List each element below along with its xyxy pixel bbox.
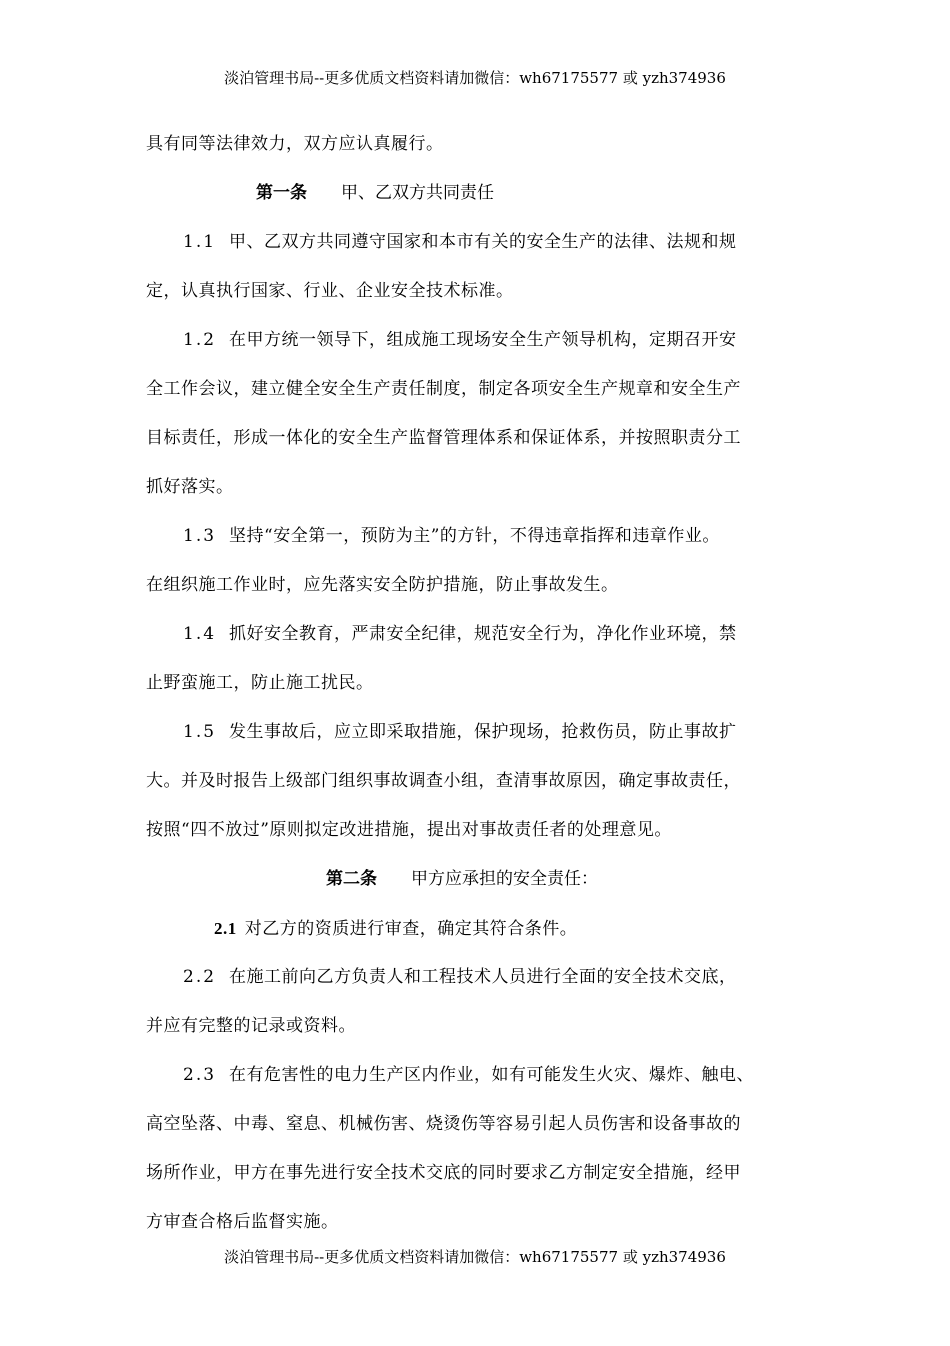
clause-1-4-line-2: 止野蛮施工，防止施工扰民。	[146, 673, 374, 693]
clause-number: 2.3	[183, 1065, 217, 1085]
clause-number: 1.2	[183, 330, 217, 350]
clause-text: 甲、乙双方共同遵守国家和本市有关的安全生产的法律、法规和规	[229, 232, 737, 252]
clause-2-2-line-1	[146, 953, 806, 1002]
clause-1-2-line-4: 抓好落实。	[146, 477, 234, 497]
clause-1-5-line-1	[146, 708, 806, 757]
intro-line: 具有同等法律效力，双方应认真履行。	[146, 134, 444, 154]
clause-text: 在甲方统一领导下，组成施工现场安全生产领导机构，定期召开安	[229, 330, 737, 350]
clause-number: 1.5	[183, 722, 217, 742]
clause-text: 发生事故后，应立即采取措施，保护现场，抢救伤员，防止事故扩	[229, 722, 737, 742]
article2-title: 甲方应承担的安全责任：	[411, 869, 598, 889]
clause-1-3-line-1	[146, 512, 806, 561]
clause-2-3-line-2: 高空坠落、中毒、窒息、机械伤害、烧烫伤等容易引起人员伤害和设备事故的	[146, 1114, 741, 1134]
clause-number: 1.3	[183, 526, 217, 546]
clause-text: 在施工前向乙方负责人和工程技术人员进行全面的安全技术交底，	[229, 967, 737, 987]
article1-label: 第一条	[256, 183, 307, 203]
clause-1-2-line-2: 全工作会议，建立健全安全生产责任制度，制定各项安全生产规章和安全生产	[146, 379, 741, 399]
document-body	[146, 120, 806, 1247]
clause-2-1-line-1	[146, 904, 806, 953]
article1-heading	[146, 169, 806, 218]
clause-1-3-line-2: 在组织施工作业时，应先落实安全防护措施，防止事故发生。	[146, 575, 619, 595]
page-footer: 淡泊管理书局--更多优质文档资料请加微信：wh67175577 或 yzh374936	[224, 1248, 726, 1266]
clause-2-2-line-2: 并应有完整的记录或资料。	[146, 1016, 356, 1036]
clause-2-3-line-1	[146, 1051, 806, 1100]
clause-1-2-line-3: 目标责任，形成一体化的安全生产监督管理体系和保证体系，并按照职责分工	[146, 428, 741, 448]
clause-text: 对乙方的资质进行审查，确定其符合条件。	[244, 919, 578, 939]
clause-2-3-line-4: 方审查合格后监督实施。	[146, 1212, 339, 1232]
clause-1-1-line-2: 定，认真执行国家、行业、企业安全技术标准。	[146, 281, 514, 301]
clause-text: 抓好安全教育，严肃安全纪律，规范安全行为，净化作业环境，禁	[229, 624, 737, 644]
clause-1-2-line-1	[146, 316, 806, 365]
clause-1-4-line-1	[146, 610, 806, 659]
clause-number: 1.1	[183, 232, 217, 252]
clause-1-1-line-1	[146, 218, 806, 267]
clause-text: 坚持“安全第一，预防为主”的方针，不得违章指挥和违章作业。	[229, 526, 720, 546]
clause-1-5-line-2: 大。并及时报告上级部门组织事故调查小组，查清事故原因，确定事故责任，	[146, 771, 741, 791]
clause-1-5-line-3: 按照“四不放过”原则拟定改进措施，提出对事故责任者的处理意见。	[146, 820, 672, 840]
clause-2-3-line-3: 场所作业，甲方在事先进行安全技术交底的同时要求乙方制定安全措施，经甲	[146, 1163, 741, 1183]
clause-text: 在有危害性的电力生产区内作业，如有可能发生火灾、爆炸、触电、	[229, 1065, 754, 1085]
clause-number: 1.4	[183, 624, 217, 644]
clause-number: 2.1	[214, 919, 237, 938]
article2-label: 第二条	[326, 869, 377, 889]
page-header: 淡泊管理书局--更多优质文档资料请加微信：wh67175577 或 yzh374936	[224, 69, 726, 87]
clause-number: 2.2	[183, 967, 217, 987]
article2-heading	[146, 855, 806, 904]
article1-title: 甲、乙双方共同责任	[341, 183, 494, 203]
